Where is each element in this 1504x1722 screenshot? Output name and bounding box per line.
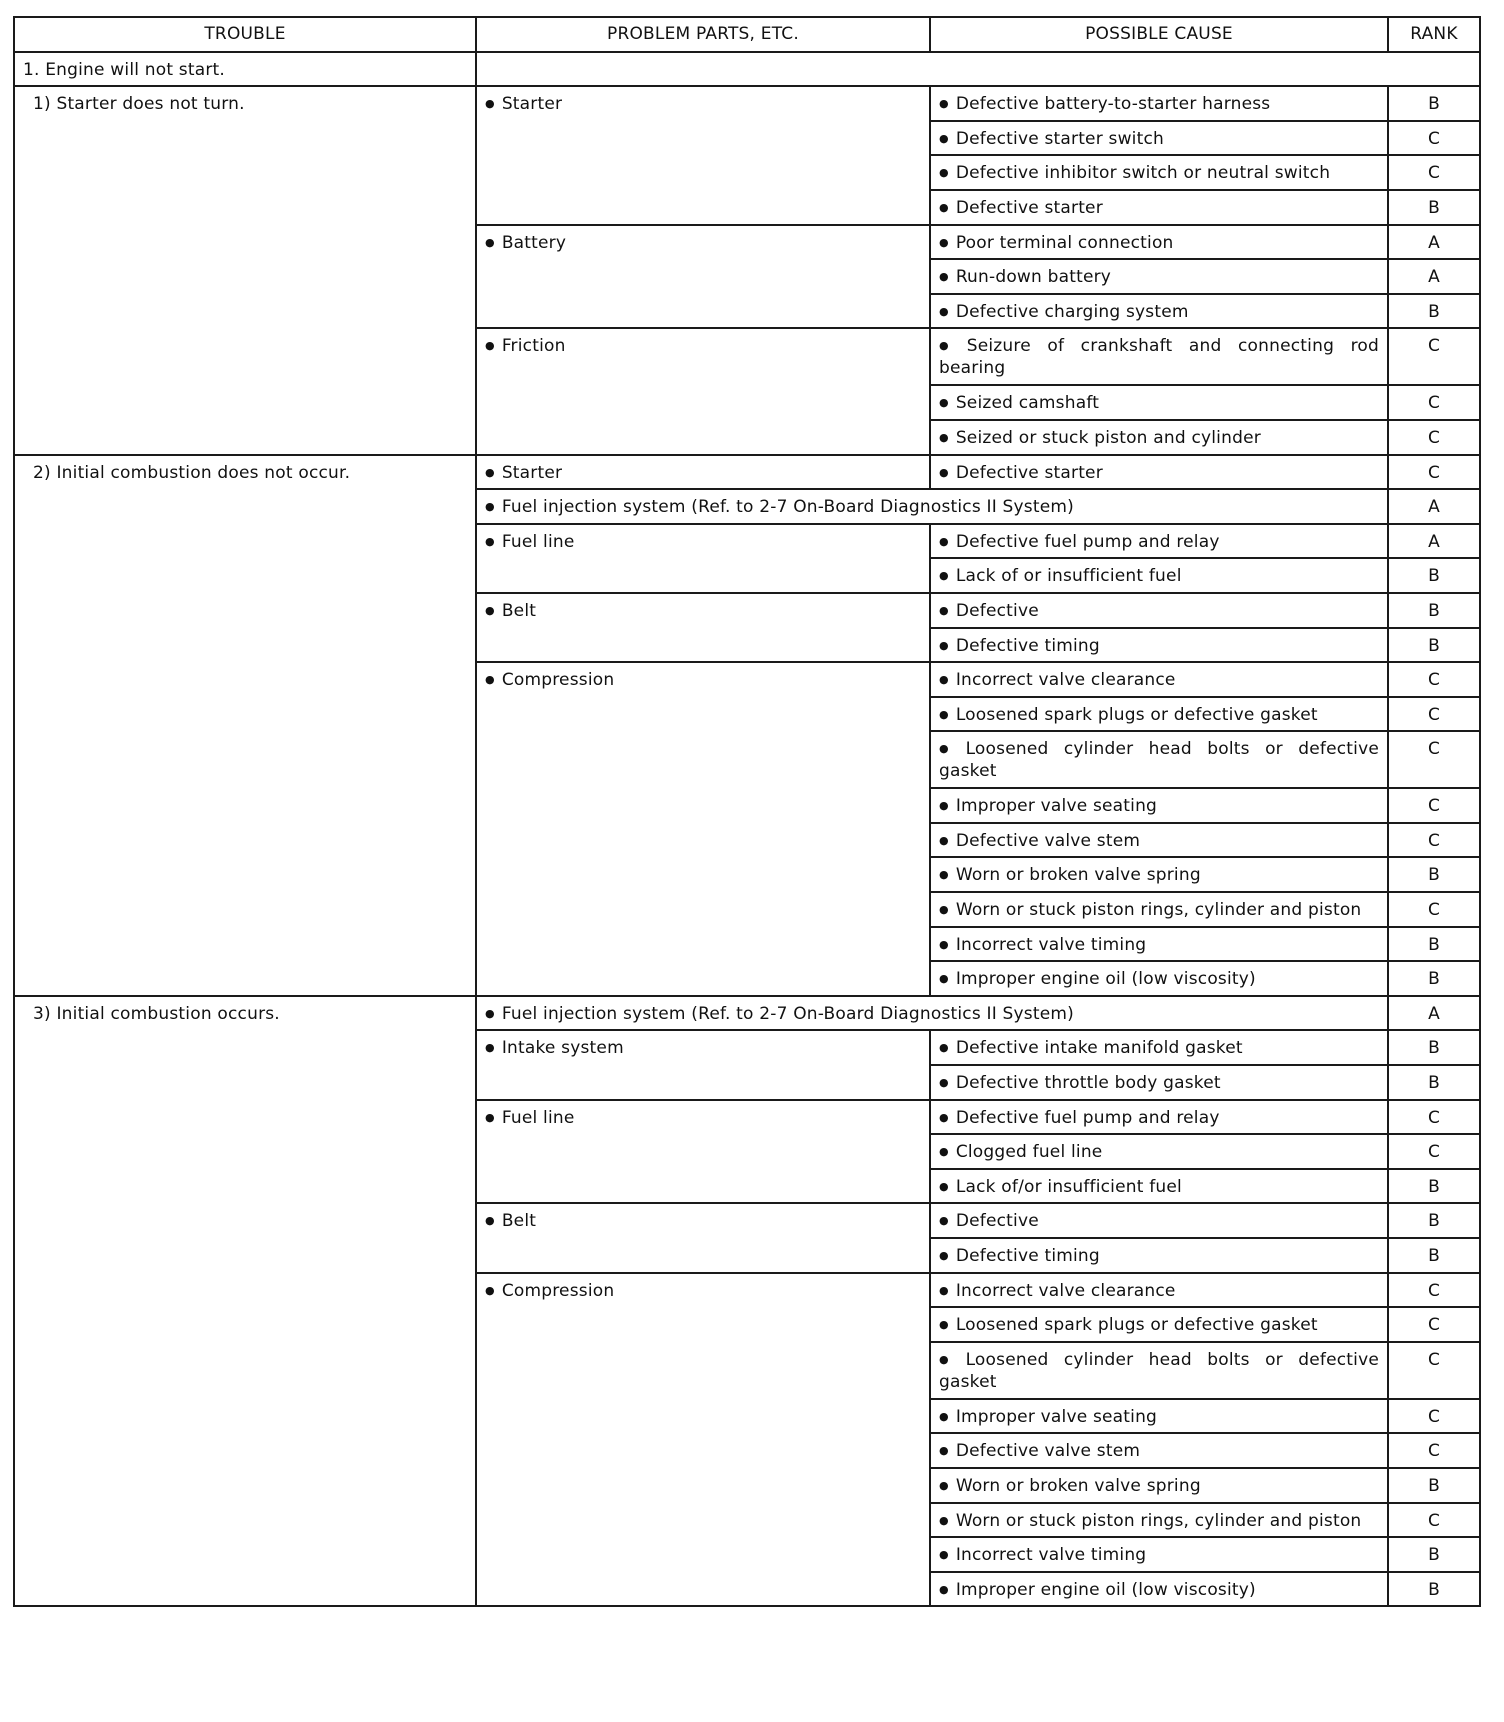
- rank-cell: B: [1388, 1468, 1480, 1503]
- rank-cell: B: [1388, 558, 1480, 593]
- trouble-cell: 2) Initial combustion does not occur.: [14, 455, 476, 996]
- rank-cell: C: [1388, 420, 1480, 455]
- rank-cell: C: [1388, 662, 1480, 697]
- cause-cell: ● Defective starter: [930, 455, 1388, 490]
- table-row: [14, 996, 1480, 1031]
- rank-cell: A: [1388, 489, 1480, 524]
- rank-cell: C: [1388, 121, 1480, 156]
- cause-cell: ● Defective inhibitor switch or neutral switch: [930, 155, 1388, 190]
- table-row: [14, 86, 1480, 121]
- rank-cell: C: [1388, 328, 1480, 385]
- rank-cell: B: [1388, 294, 1480, 329]
- rank-cell: A: [1388, 524, 1480, 559]
- cause-cell: ● Loosened cylinder head bolts or defective gasket: [930, 1342, 1388, 1399]
- cause-cell: ● Worn or broken valve spring: [930, 1468, 1388, 1503]
- cause-cell: ● Defective valve stem: [930, 823, 1388, 858]
- cause-cell: ● Defective timing: [930, 1238, 1388, 1273]
- cause-cell: ● Improper engine oil (low viscosity): [930, 961, 1388, 996]
- cause-cell: ● Seizure of crankshaft and connecting rod bearing: [930, 328, 1388, 385]
- cause-cell: ● Improper valve seating: [930, 1399, 1388, 1434]
- problem-part-cell: ● Friction: [476, 328, 930, 454]
- rank-cell: C: [1388, 1433, 1480, 1468]
- cause-cell: ● Incorrect valve clearance: [930, 1273, 1388, 1308]
- cause-cell: ● Defective fuel pump and relay: [930, 524, 1388, 559]
- cause-cell: ● Defective starter: [930, 190, 1388, 225]
- rank-cell: C: [1388, 1100, 1480, 1135]
- cause-cell: ● Defective fuel pump and relay: [930, 1100, 1388, 1135]
- cause-cell: ● Loosened spark plugs or defective gasket: [930, 697, 1388, 732]
- troubleshooting-table: [13, 16, 1481, 1607]
- cause-cell: ● Improper engine oil (low viscosity): [930, 1572, 1388, 1607]
- rank-cell: A: [1388, 225, 1480, 260]
- rank-cell: B: [1388, 857, 1480, 892]
- rank-cell: C: [1388, 697, 1480, 732]
- rank-cell: C: [1388, 1134, 1480, 1169]
- header-trouble: TROUBLE: [14, 17, 476, 52]
- problem-part-cell: ● Belt: [476, 1203, 930, 1272]
- rank-cell: B: [1388, 1203, 1480, 1238]
- rank-cell: C: [1388, 385, 1480, 420]
- cause-cell: ● Loosened spark plugs or defective gasket: [930, 1307, 1388, 1342]
- problem-part-cell: ● Compression: [476, 662, 930, 996]
- cause-cell: ● Defective charging system: [930, 294, 1388, 329]
- rank-cell: B: [1388, 1169, 1480, 1204]
- cause-cell: ● Poor terminal connection: [930, 225, 1388, 260]
- cause-cell: ● Incorrect valve clearance: [930, 662, 1388, 697]
- rank-cell: C: [1388, 1503, 1480, 1538]
- problem-part-cell: ● Compression: [476, 1273, 930, 1607]
- rank-cell: B: [1388, 593, 1480, 628]
- cause-cell: ● Clogged fuel line: [930, 1134, 1388, 1169]
- rank-cell: B: [1388, 1572, 1480, 1607]
- section-blank: [476, 52, 1480, 87]
- trouble-cell: 1) Starter does not turn.: [14, 86, 476, 454]
- cause-cell: ● Seized camshaft: [930, 385, 1388, 420]
- cause-cell: ● Defective: [930, 593, 1388, 628]
- rank-cell: B: [1388, 1238, 1480, 1273]
- trouble-cell: 3) Initial combustion occurs.: [14, 996, 476, 1607]
- table-row: [14, 455, 1480, 490]
- cause-cell: ● Defective throttle body gasket: [930, 1065, 1388, 1100]
- cause-cell: ● Lack of or insufficient fuel: [930, 558, 1388, 593]
- problem-part-cell: ● Intake system: [476, 1030, 930, 1099]
- rank-cell: B: [1388, 190, 1480, 225]
- rank-cell: A: [1388, 259, 1480, 294]
- header-problem-parts: PROBLEM PARTS, ETC.: [476, 17, 930, 52]
- cause-cell: ● Incorrect valve timing: [930, 1537, 1388, 1572]
- cause-cell: ● Defective intake manifold gasket: [930, 1030, 1388, 1065]
- rank-cell: A: [1388, 996, 1480, 1031]
- troubleshooting-sheet: [13, 16, 1479, 1607]
- cause-cell: ● Defective: [930, 1203, 1388, 1238]
- cause-cell: ● Worn or stuck piston rings, cylinder and piston: [930, 1503, 1388, 1538]
- cause-cell: ● Worn or stuck piston rings, cylinder and piston: [930, 892, 1388, 927]
- problem-part-cell: ● Starter: [476, 455, 930, 490]
- cause-cell: ● Defective starter switch: [930, 121, 1388, 156]
- problem-part-cell: ● Battery: [476, 225, 930, 329]
- rank-cell: C: [1388, 455, 1480, 490]
- rank-cell: C: [1388, 823, 1480, 858]
- rank-cell: C: [1388, 1342, 1480, 1399]
- rank-cell: B: [1388, 628, 1480, 663]
- rank-cell: C: [1388, 155, 1480, 190]
- cause-cell: ● Worn or broken valve spring: [930, 857, 1388, 892]
- problem-part-cell: ● Fuel injection system (Ref. to 2-7 On-Board Diagnostics II System): [476, 489, 1388, 524]
- rank-cell: C: [1388, 1273, 1480, 1308]
- rank-cell: B: [1388, 961, 1480, 996]
- table-body: [14, 52, 1480, 1607]
- cause-cell: ● Loosened cylinder head bolts or defective gasket: [930, 731, 1388, 788]
- header-rank: RANK: [1388, 17, 1480, 52]
- cause-cell: ● Improper valve seating: [930, 788, 1388, 823]
- problem-part-cell: ● Fuel injection system (Ref. to 2-7 On-Board Diagnostics II System): [476, 996, 1388, 1031]
- cause-cell: ● Defective battery-to-starter harness: [930, 86, 1388, 121]
- cause-cell: ● Seized or stuck piston and cylinder: [930, 420, 1388, 455]
- section-title: 1. Engine will not start.: [14, 52, 476, 87]
- problem-part-cell: ● Fuel line: [476, 1100, 930, 1204]
- cause-cell: ● Lack of/or insufficient fuel: [930, 1169, 1388, 1204]
- header-possible-cause: POSSIBLE CAUSE: [930, 17, 1388, 52]
- rank-cell: C: [1388, 892, 1480, 927]
- problem-part-cell: ● Fuel line: [476, 524, 930, 593]
- cause-cell: ● Defective valve stem: [930, 1433, 1388, 1468]
- problem-part-cell: ● Starter: [476, 86, 930, 224]
- rank-cell: B: [1388, 1537, 1480, 1572]
- rank-cell: B: [1388, 1065, 1480, 1100]
- rank-cell: B: [1388, 1030, 1480, 1065]
- rank-cell: C: [1388, 731, 1480, 788]
- cause-cell: ● Incorrect valve timing: [930, 927, 1388, 962]
- cause-cell: ● Defective timing: [930, 628, 1388, 663]
- rank-cell: B: [1388, 86, 1480, 121]
- rank-cell: C: [1388, 788, 1480, 823]
- rank-cell: C: [1388, 1399, 1480, 1434]
- rank-cell: B: [1388, 927, 1480, 962]
- rank-cell: C: [1388, 1307, 1480, 1342]
- cause-cell: ● Run-down battery: [930, 259, 1388, 294]
- problem-part-cell: ● Belt: [476, 593, 930, 662]
- header-row: [14, 17, 1480, 52]
- section-row: [14, 52, 1480, 87]
